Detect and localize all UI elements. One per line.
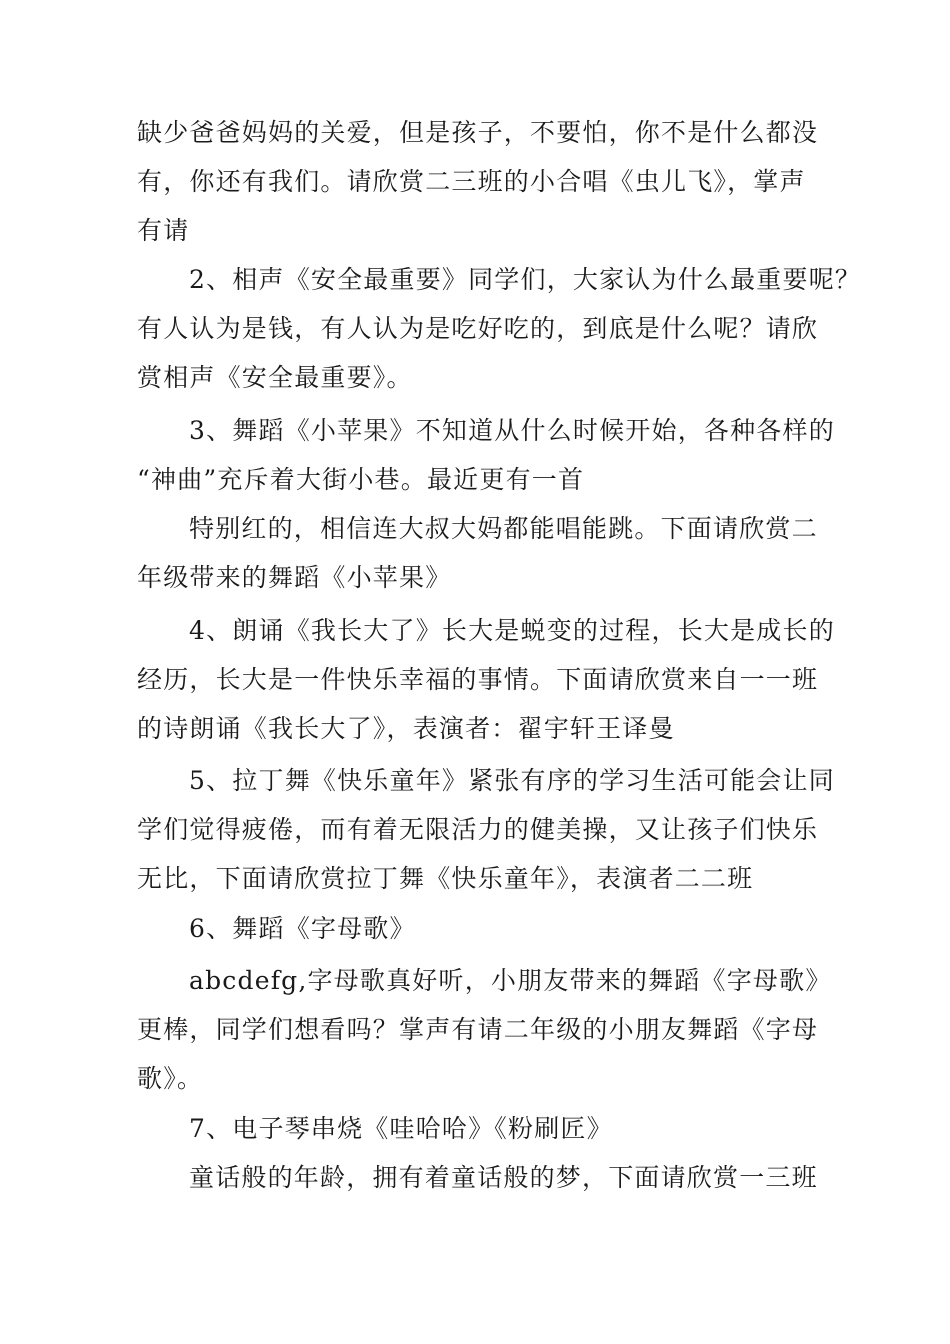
text-line: 2、相声《安全最重要》同学们，大家认为什么最重要呢？ [189, 265, 862, 294]
text-line: 的诗朗诵《我长大了》，表演者：翟宇轩王译曼 [137, 714, 675, 743]
text-line: 学们觉得疲倦，而有着无限活力的健美操，又让孩子们快乐 [137, 815, 819, 844]
text-line: 更棒，同学们想看吗？掌声有请二年级的小朋友舞蹈《字母 [137, 1015, 819, 1044]
text-line: 有人认为是钱，有人认为是吃好吃的，到底是什么呢？请欣 [137, 314, 819, 343]
text-line: 经历，长大是一件快乐幸福的事情。下面请欣赏来自一一班 [137, 665, 819, 694]
text-line: 5、拉丁舞《快乐童年》紧张有序的学习生活可能会让同 [189, 766, 835, 795]
text-line: “神曲”充斥着大街小巷。最近更有一首 [137, 465, 585, 494]
text-line: 特别红的，相信连大叔大妈都能唱能跳。下面请欣赏二 [189, 514, 818, 543]
text-line: abcdefg,字母歌真好听，小朋友带来的舞蹈《字母歌》 [189, 966, 832, 995]
text-line: 7、电子琴串烧《哇哈哈》《粉刷匠》 [189, 1114, 613, 1143]
text-line: 歌》。 [137, 1064, 204, 1093]
text-line: 3、舞蹈《小苹果》不知道从什么时候开始，各种各样的 [189, 416, 835, 445]
text-line: 年级带来的舞蹈《小苹果》 [137, 563, 452, 592]
text-line: 赏相声《安全最重要》。 [137, 363, 413, 392]
text-line: 无比，下面请欣赏拉丁舞《快乐童年》，表演者二二班 [137, 864, 754, 893]
text-line: 4、朗诵《我长大了》长大是蜕变的过程，长大是成长的 [189, 616, 835, 645]
text-line: 童话般的年龄，拥有着童话般的梦，下面请欣赏一三班 [189, 1163, 818, 1192]
text-line: 有请 [137, 216, 190, 245]
text-line: 6、舞蹈《字母歌》 [189, 914, 416, 943]
text-line: 有，你还有我们。请欣赏二三班的小合唱《虫儿飞》，掌声 [137, 167, 806, 196]
text-line: 缺少爸爸妈妈的关爱，但是孩子，不要怕，你不是什么都没 [137, 118, 819, 147]
